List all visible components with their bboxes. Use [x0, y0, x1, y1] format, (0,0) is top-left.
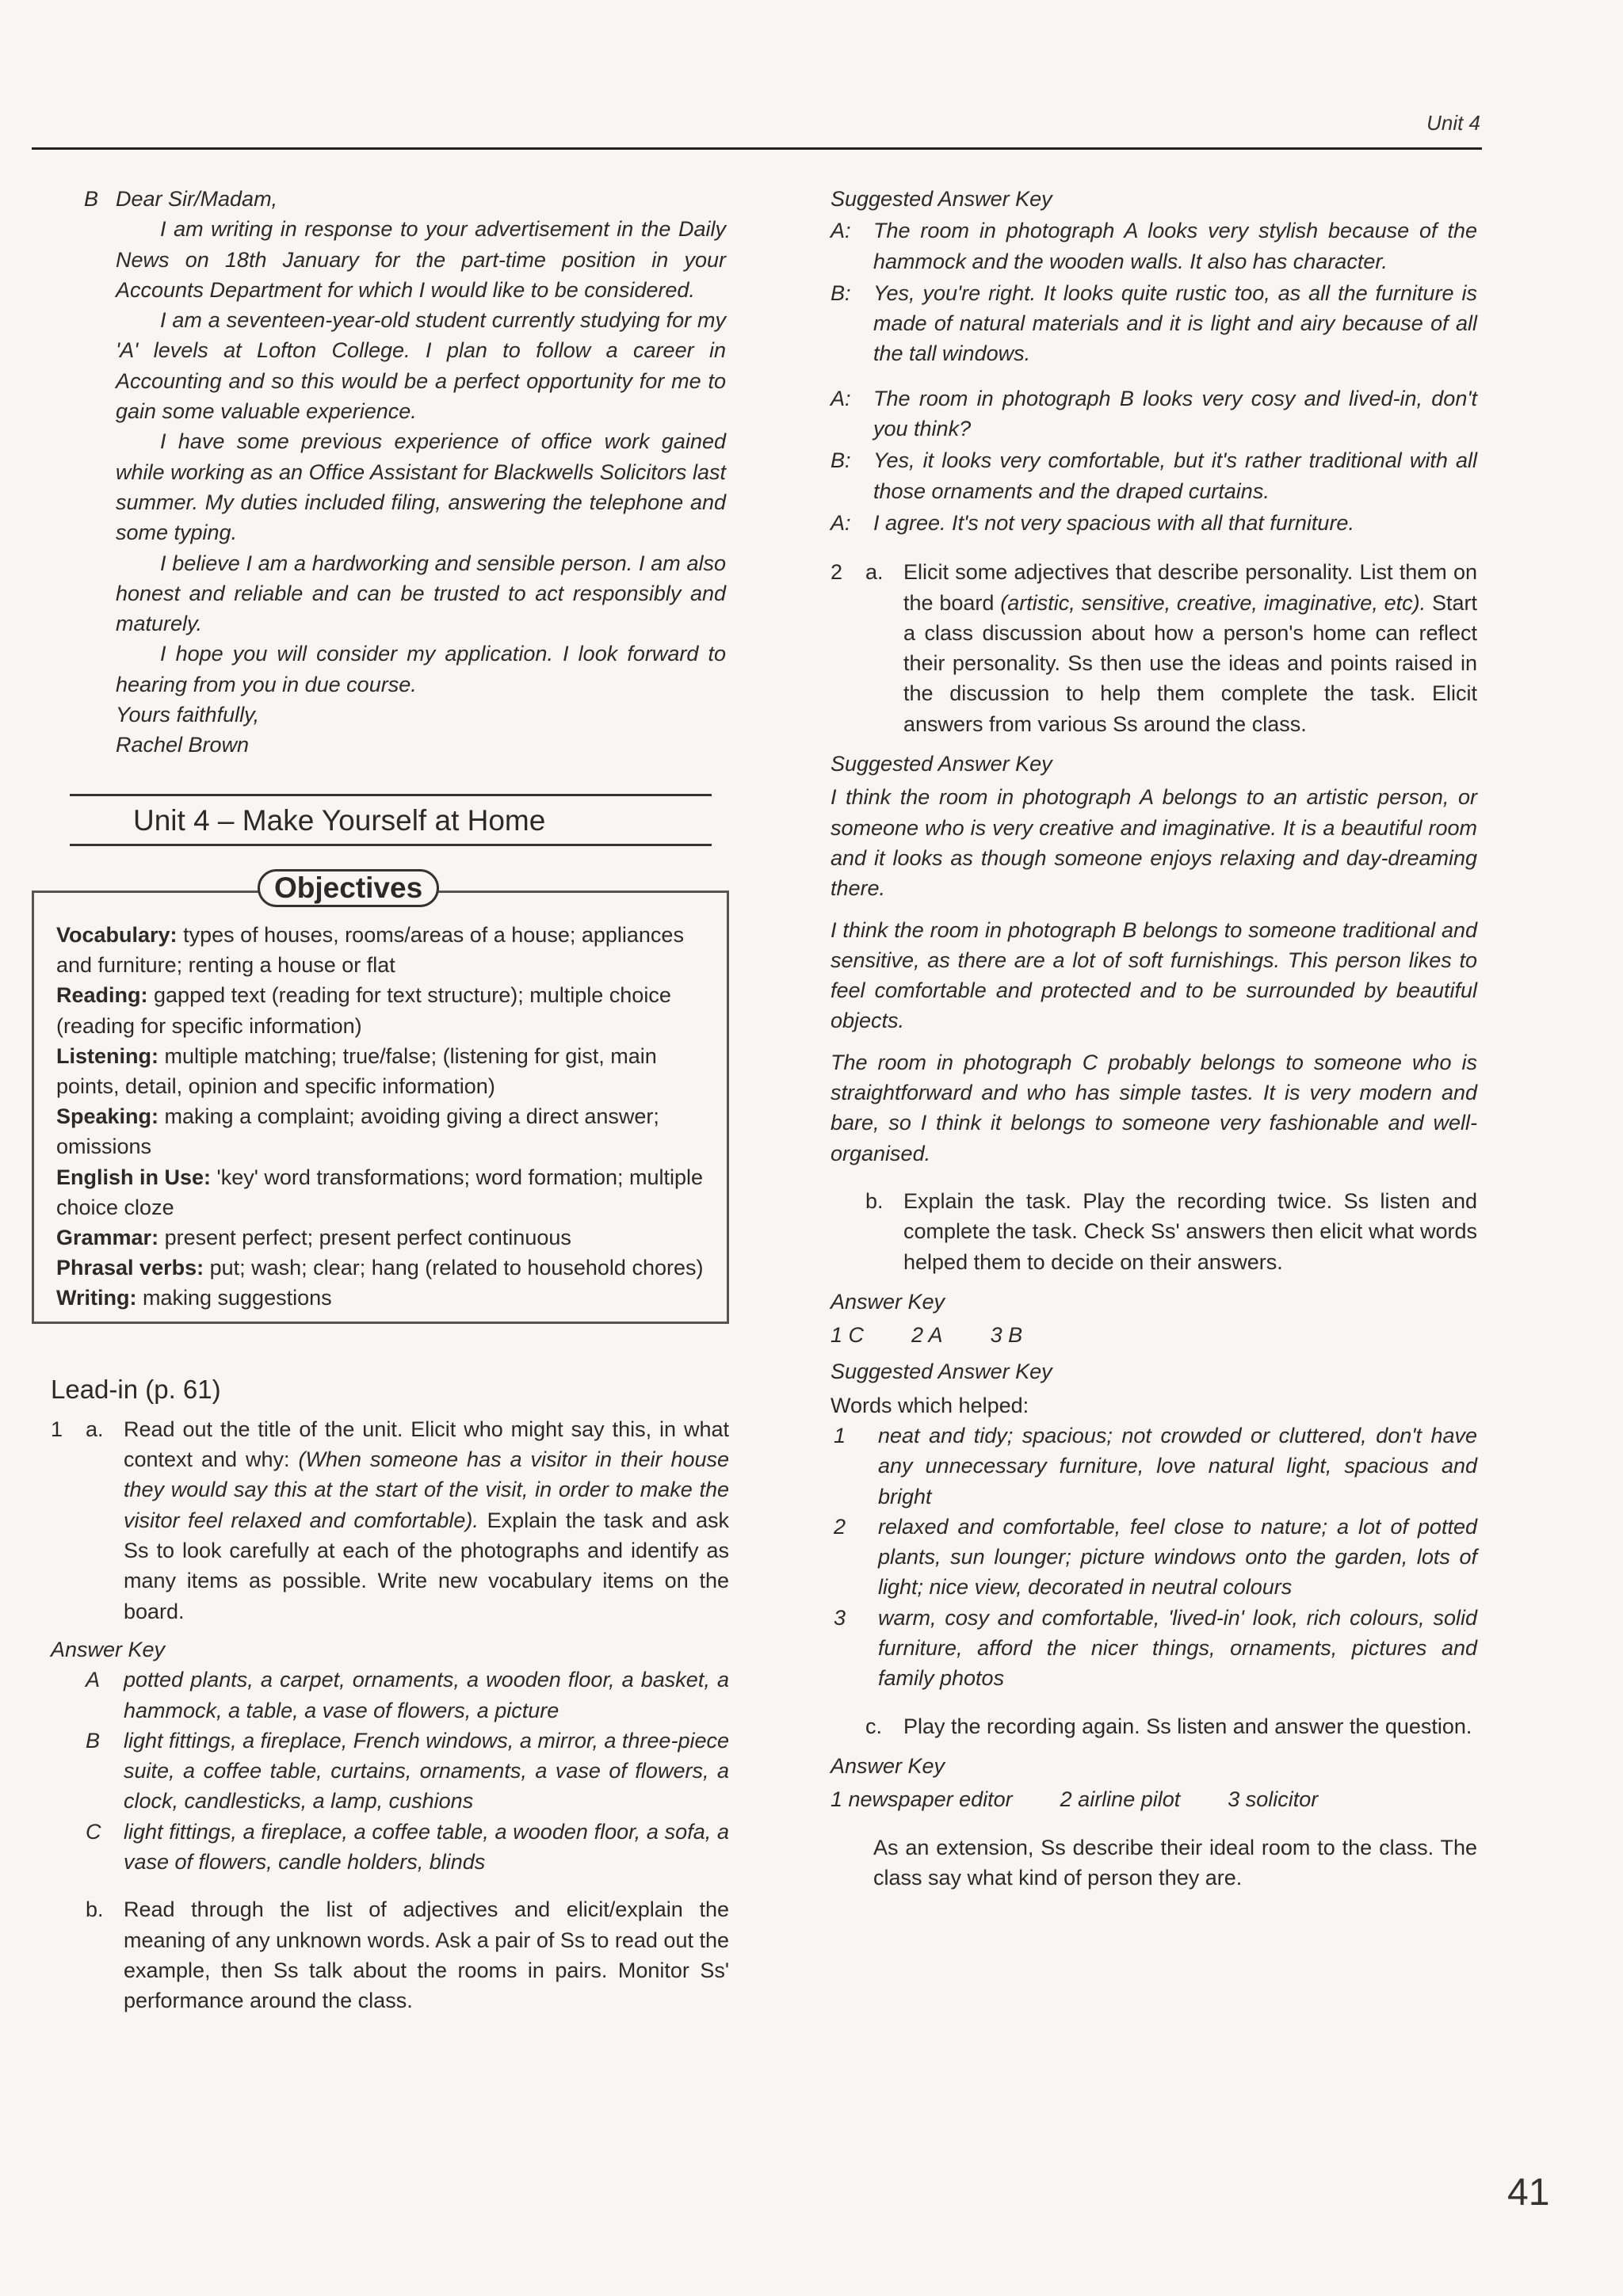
answer-row: B light fittings, a fireplace, French windows, a mirror, a three-piece suite, a coffee table, curtains, ornaments, a vase of flowers, a clock, candlesticks, a lamp, cushions: [86, 1728, 729, 1814]
answer-key-2c: [831, 1784, 1477, 1814]
suggested-answer-paragraph: I think the room in photograph A belongs to an artistic person, or someone who is very creative and imaginative. It is a beautiful room and it looks as though someone enjoys relaxing and day-dreaming there.: [831, 785, 1477, 901]
letter-label: B: [84, 187, 99, 211]
answer-key-label: Answer Key: [831, 1753, 945, 1778]
letter-salutation: Dear Sir/Madam,: [116, 187, 278, 211]
objective-item: Vocabulary: types of houses, rooms/areas of a house; appliances and furniture; renting a house or flat: [56, 922, 684, 978]
answer-row: A potted plants, a carpet, ornaments, a wooden floor, a basket, a hammock, a table, a vase of flowers, a picture: [86, 1668, 729, 1722]
answer-row: C light fittings, a fireplace, a coffee table, a wooden floor, a sofa, a vase of flowers, candle holders, blinds: [86, 1819, 729, 1875]
objectives-box: [32, 871, 729, 1324]
leadin-heading: Lead-in (p. 61): [51, 1374, 221, 1404]
letter-paragraph: I hope you will consider my application. I look forward to hearing from you in due course.: [116, 642, 726, 696]
suggested-key-label: Suggested Answer Key: [831, 187, 1052, 211]
words-helped-row: 1 neat and tidy; spacious; not crowded or cluttered, don't have any unnecessary furniture, love natural light, spacious and bright: [834, 1423, 1477, 1508]
dialogue-line: A: The room in photograph A looks very stylish because of the hammock and the wooden walls. It also has character.: [831, 219, 1477, 273]
words-helped-row: 3 warm, cosy and comfortable, 'lived-in' look, rich colours, solid furniture, afford the nicer things, ornaments, pictures and family photos: [834, 1605, 1477, 1691]
objective-item: English in Use: 'key' word transformations; word formation; multiple choice cloze: [56, 1165, 704, 1219]
task-2b: b. Explain the task. Play the recording twice. Ss listen and complete the task. Check Ss' answers then elicit what words helped them to decide on their answers.: [865, 1188, 1477, 1274]
letter-closing: Yours faithfully,: [116, 703, 260, 727]
header-rule: [32, 147, 1482, 150]
dialogue-line: B: Yes, it looks very comfortable, but it's rather traditional with all those ornaments and the draped curtains.: [831, 448, 1477, 503]
answer-item: 2 A: [911, 1323, 943, 1348]
letter-paragraph: I am a seventeen-year-old student currently studying for my 'A' levels at Lofton College. I plan to follow a career in Accounting and so this would be a perfect opportunity for me to gain some valuable experience.: [116, 308, 726, 424]
answer-key-label: Answer Key: [831, 1289, 945, 1314]
page-number: 41: [1507, 2172, 1550, 2214]
model-letter: [51, 184, 729, 761]
words-helped-row: 2 relaxed and comfortable, feel close to nature; a lot of potted plants, sun lounger; picture windows onto the garden, lots of light; nice view, decorated in neutral colours: [834, 1514, 1477, 1600]
letter-signature: Rachel Brown: [116, 733, 250, 757]
answer-item: 2 airline pilot: [1060, 1787, 1181, 1812]
answer-item: 3 solicitor: [1228, 1787, 1319, 1812]
answer-item: 1 newspaper editor: [831, 1787, 1013, 1812]
words-helped-label: Words which helped:: [831, 1393, 1029, 1417]
task-1b: b. Read through the list of adjectives and elicit/explain the meaning of any unknown words. Ask a pair of Ss to read out the example, then Ss talk about the rooms in pairs. Monitor Ss' performance around the class.: [86, 1897, 729, 2013]
right-column: [831, 184, 1477, 1893]
answer-key-2b: [831, 1320, 1477, 1350]
task-2a: 2 a. Elicit some adjectives that describe personality. List them on the board (artistic, sensitive, creative, imaginative, etc). Start a class discussion about how a person's home can reflect their personality. Ss then use the ideas and points raised in the discussion to help them complete the task. Elicit answers from various Ss around the class.: [831, 560, 1477, 736]
suggested-key-label: Suggested Answer Key: [831, 1360, 1052, 1384]
answer-key-label: Answer Key: [51, 1637, 166, 1661]
objective-item: Listening: multiple matching; true/false; (listening for gist, main points, detail, opinion and specific information): [56, 1043, 657, 1098]
letter-paragraph: I have some previous experience of office work gained while working as an Office Assistant for Blackwells Solicitors last summer. My duties included filing, answering the telephone and some typing.: [116, 429, 726, 545]
dialogue-line: A: I agree. It's not very spacious with all that furniture.: [831, 510, 1354, 535]
objective-item: Speaking: making a complaint; avoiding giving a direct answer; omissions: [56, 1104, 659, 1159]
objective-item: Phrasal verbs: put; wash; clear; hang (related to household chores): [56, 1256, 704, 1280]
answer-item: 3 B: [990, 1323, 1023, 1348]
answer-item: 1 C: [831, 1323, 865, 1348]
objective-item: Writing: making suggestions: [56, 1286, 332, 1310]
objective-item: Grammar: present perfect; present perfect continuous: [56, 1225, 571, 1249]
letter-paragraph: I believe I am a hardworking and sensible person. I am also honest and reliable and can be trusted to act responsibly and maturely.: [116, 551, 726, 636]
objectives-title: Objectives: [258, 869, 439, 907]
objective-item: Reading: gapped text (reading for text structure); multiple choice (reading for specific information): [56, 983, 671, 1038]
extension-note: As an extension, Ss describe their ideal room to the class. The class say what kind of person they are.: [873, 1835, 1477, 1890]
task-2c: c. Play the recording again. Ss listen and answer the question.: [865, 1714, 1472, 1738]
letter-paragraph: I am writing in response to your advertisement in the Daily News on 18th January for the part-time position in your Accounts Department for which I would like to be considered.: [116, 217, 726, 302]
suggested-key-label: Suggested Answer Key: [831, 752, 1052, 776]
suggested-answer-paragraph: I think the room in photograph B belongs to someone traditional and sensitive, as there are a lot of soft furnishings. This person likes to feel comfortable and protected and to be surrounded by beautiful objects.: [831, 917, 1477, 1033]
letter-body: [116, 184, 726, 761]
suggested-answer-paragraph: The room in photograph C probably belongs to someone who is straightforward and who has simple tastes. It is very modern and bare, so I think it belongs to someone very fashionable and well-organised.: [831, 1050, 1477, 1165]
dialogue-line: A: The room in photograph B looks very cosy and lived-in, don't you think?: [831, 386, 1477, 441]
running-header-unit: Unit 4: [1426, 111, 1480, 135]
task-1a: 1 a. Read out the title of the unit. Elicit who might say this, in what context and why: (When someone has a visitor in their house they would say this at the start of the visit, in order to make the visitor feel relaxed and comfortable). Explain the task and ask Ss to look carefully at each of the photographs and identify as many items as possible. Write new vocabulary items on the board.: [51, 1417, 730, 1623]
unit-title: Unit 4 – Make Yourself at Home: [70, 794, 712, 846]
left-column: [51, 184, 729, 2016]
dialogue-line: B: Yes, you're right. It looks quite rustic too, as all the furniture is made of natural materials and it is light and airy because of all the tall windows.: [831, 280, 1477, 366]
